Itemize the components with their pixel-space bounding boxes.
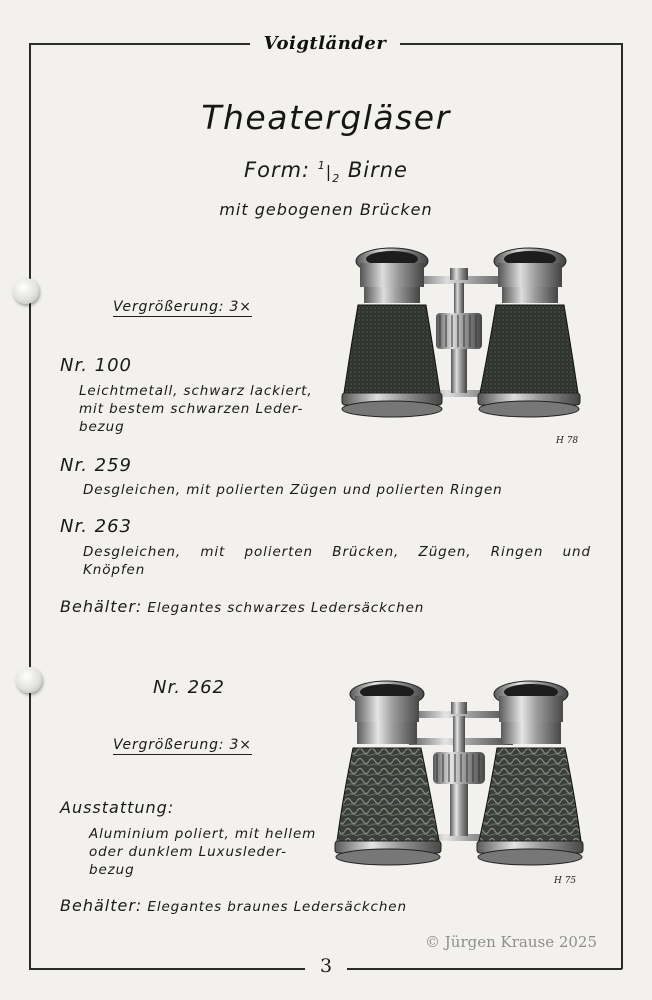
page-title: Theatergläser	[201, 98, 451, 137]
frame-bottom-right	[345, 968, 622, 970]
form-line: Form: $^1|_2$ Birne	[244, 158, 408, 186]
container-label: Behälter:	[60, 597, 143, 616]
binocular-illustration-2	[333, 676, 585, 876]
desc-line: oder dunklem Luxusleder-	[89, 844, 287, 860]
magnification-label-1: Vergrößerung: 3×	[113, 299, 252, 315]
form-fraction-den: 2	[332, 172, 341, 186]
brand-logo: Voigtländer	[250, 33, 400, 54]
punch-hole-bottom	[16, 667, 42, 693]
container-line-1	[60, 597, 424, 616]
equipment-label: Ausstattung:	[60, 798, 175, 817]
item-description-259: Desgleichen, mit polierten Zügen und polierten Ringen	[83, 482, 503, 498]
item-number-262: Nr. 262	[153, 677, 226, 698]
item-number-259: Nr. 259	[60, 455, 133, 476]
image-code-2: H 75	[554, 876, 577, 886]
container-text: Elegantes schwarzes Ledersäckchen	[147, 600, 425, 616]
frame-top-left	[29, 43, 259, 45]
magnification-label-2: Vergrößerung: 3×	[113, 737, 252, 753]
frame-top-right	[392, 43, 622, 45]
equipment-description	[89, 825, 316, 879]
desc-line: bezug	[89, 862, 135, 878]
item-number-263: Nr. 263	[60, 516, 133, 537]
container-line-2	[60, 896, 407, 915]
form-prefix: Form:	[244, 158, 311, 182]
desc-line: Knöpfen	[83, 562, 146, 578]
desc-line: mit bestem schwarzen Leder-	[79, 401, 304, 417]
desc-line: Aluminium poliert, mit hellem	[89, 826, 317, 842]
form-fraction-num: 1	[317, 159, 326, 172]
item-description-100	[79, 382, 313, 436]
page-subtitle: mit gebogenen Brücken	[219, 200, 433, 219]
copyright-notice: © Jürgen Krause 2025	[425, 933, 598, 951]
item-description-263	[83, 543, 591, 579]
item-number-100: Nr. 100	[60, 355, 133, 376]
image-code-1: H 78	[556, 436, 579, 446]
desc-line: Leichtmetall, schwarz lackiert,	[79, 383, 313, 399]
form-suffix: Birne	[347, 158, 408, 182]
container-label: Behälter:	[60, 896, 143, 915]
frame-bottom-left	[29, 968, 309, 970]
page-number: 3	[305, 955, 347, 977]
binocular-illustration-1	[338, 243, 588, 435]
desc-line: bezug	[79, 419, 125, 435]
container-text: Elegantes braunes Ledersäckchen	[147, 899, 407, 915]
punch-hole-top	[13, 278, 39, 304]
desc-line: Desgleichen, mit polierten Brücken, Zügen, Ringen und	[83, 544, 591, 560]
